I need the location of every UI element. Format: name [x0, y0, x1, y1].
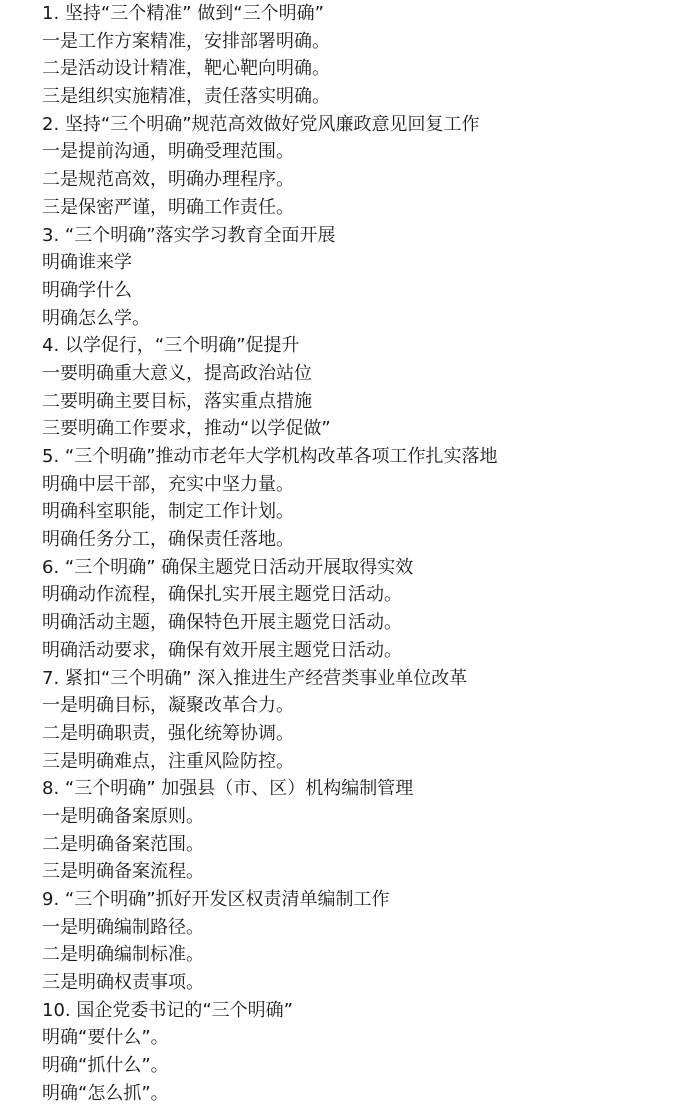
section-item: 一是提前沟通，明确受理范围。 — [42, 141, 294, 163]
section-3 — [42, 222, 682, 333]
section-item: 三是明确备案流程。 — [42, 861, 204, 883]
section-9 — [42, 886, 682, 997]
section-item: 二是活动设计精准，靶心靶向明确。 — [42, 58, 330, 80]
section-heading: 7. 紧扣“三个明确” 深入推进生产经营类事业单位改革 — [42, 667, 468, 689]
section-item: 二是明确职责，强化统筹协调。 — [42, 722, 294, 744]
section-heading: 10. 国企党委书记的“三个明确” — [42, 999, 293, 1021]
section-item: 明确活动主题，确保特色开展主题党日活动。 — [42, 612, 402, 634]
section-item: 三是保密严谨，明确工作责任。 — [42, 196, 294, 218]
section-10 — [42, 997, 682, 1108]
section-item: 明确怎么学。 — [42, 307, 150, 329]
section-item: 二是规范高效，明确办理程序。 — [42, 169, 294, 191]
section-heading: 2. 坚持“三个明确”规范高效做好党风廉政意见回复工作 — [42, 113, 480, 135]
section-item: 明确活动要求，确保有效开展主题党日活动。 — [42, 639, 402, 661]
section-item: 明确动作流程，确保扎实开展主题党日活动。 — [42, 584, 402, 606]
section-heading: 5. “三个明确”推动市老年大学机构改革各项工作扎实落地 — [42, 446, 498, 467]
section-item: 二是明确编制标准。 — [42, 944, 204, 966]
section-item: 一是明确编制路径。 — [42, 916, 204, 938]
section-item: 明确“抓什么”。 — [42, 1055, 169, 1077]
section-item: 明确谁来学 — [42, 252, 132, 274]
section-item: 三要明确工作要求，推动“以学促做” — [42, 418, 331, 440]
section-item: 一要明确重大意义，提高政治站位 — [42, 362, 312, 384]
section-item: 一是明确备案原则。 — [42, 805, 204, 827]
section-8 — [42, 775, 682, 886]
section-item: 三是组织实施精准，责任落实明确。 — [42, 86, 330, 108]
section-2 — [42, 111, 682, 222]
section-heading: 6. “三个明确” 确保主题党日活动开展取得实效 — [42, 556, 414, 578]
section-heading: 4. 以学促行，“三个明确”促提升 — [42, 335, 300, 357]
section-1 — [42, 0, 682, 111]
section-item: 明确任务分工，确保责任落地。 — [42, 529, 294, 551]
section-item: 一是明确目标，凝聚改革合力。 — [42, 695, 294, 717]
document-body — [42, 0, 682, 1108]
section-item: 三是明确权责事项。 — [42, 972, 204, 994]
section-6 — [42, 554, 682, 665]
section-item: 明确“要什么”。 — [42, 1027, 169, 1049]
section-item: 明确科室职能，制定工作计划。 — [42, 501, 294, 523]
section-item: 三是明确难点，注重风险防控。 — [42, 750, 294, 772]
section-item: 二要明确主要目标，落实重点措施 — [42, 390, 312, 412]
section-item: 明确中层干部，充实中坚力量。 — [42, 473, 294, 495]
section-heading: 1. 坚持“三个精准” 做到“三个明确” — [42, 3, 324, 24]
section-heading: 3. “三个明确”落实学习教育全面开展 — [42, 224, 336, 246]
section-5 — [42, 443, 682, 554]
section-4 — [42, 332, 682, 443]
section-heading: 9. “三个明确”抓好开发区权责清单编制工作 — [42, 889, 390, 910]
section-item: 一是工作方案精准，安排部署明确。 — [42, 30, 330, 52]
section-7 — [42, 665, 682, 776]
section-item: 明确“怎么抓”。 — [42, 1082, 169, 1104]
section-item: 二是明确备案范围。 — [42, 833, 204, 855]
section-item: 明确学什么 — [42, 279, 132, 301]
section-heading: 8. “三个明确” 加强县（市、区）机构编制管理 — [42, 778, 414, 800]
